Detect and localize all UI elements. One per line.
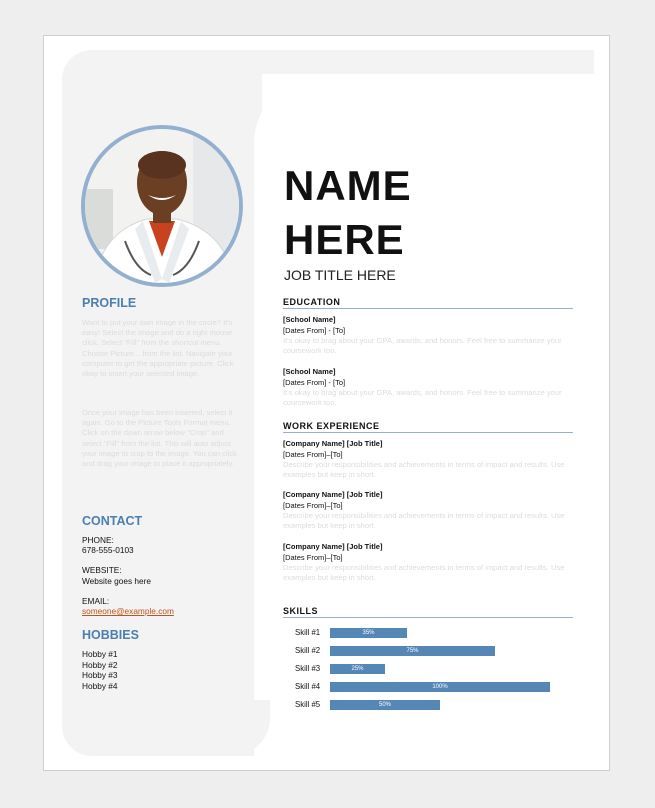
school-name xyxy=(283,367,336,377)
hobby-item: Hobby #1 xyxy=(82,649,118,659)
job-entry-dates: [Dates From]–[To] xyxy=(283,552,343,562)
job-entry-title xyxy=(283,439,382,449)
profile-text: Want to put your own image in the circle? It's easy! Select the image and do a right mouse click. Select "Fill" from the shortcut menu. Choose Picture... from the list. Navigate your computer to get the appropriate picture. Click okay to insert your selected image. xyxy=(82,318,234,379)
job-entry-description: Describe your responsibilities and achievements in terms of impact and results. Use examples but keep in short. xyxy=(283,460,565,480)
job-entry-title xyxy=(283,490,382,500)
profile-heading: PROFILE xyxy=(82,296,137,310)
school-dates: [Dates From] - [To] xyxy=(283,325,346,335)
school-name xyxy=(283,315,336,325)
skill-bar: 50% xyxy=(330,700,440,710)
contact-heading: CONTACT xyxy=(82,514,143,528)
skill-label: Skill #1 xyxy=(295,628,321,637)
hobby-item: Hobby #3 xyxy=(82,670,118,680)
hobby-item: Hobby #4 xyxy=(82,680,118,691)
skills-heading: SKILLS xyxy=(283,606,573,618)
header-band xyxy=(110,50,594,74)
school-name-text: [School Name] xyxy=(283,367,336,376)
hobby-item: Hobby #2 xyxy=(82,659,118,670)
email-label: EMAIL: xyxy=(82,596,110,606)
job-entry-title-text: [Company Name] [Job Title] xyxy=(283,542,383,551)
school-description: It's okay to brag about your GPA, awards, and honors. Feel free to summarize your coursework too. xyxy=(283,388,562,408)
skill-label: Skill #2 xyxy=(295,646,321,655)
skill-bar: 75% xyxy=(330,646,495,656)
profile-text: Once your image has been inserted, select it again. Go to the Picture Tools Format menu. Click on the down arrow below "Crop" and select "Fill" from the list. This will auto adjust your image to crop to the image. You can click and drag your image to place it appropriately. xyxy=(82,408,237,469)
job-entry-description: Describe your responsibilities and achievements in terms of impact and results. Use examples but keep in short. xyxy=(283,563,565,583)
skill-label: Skill #5 xyxy=(295,700,321,709)
job-entry-title xyxy=(283,542,382,552)
work-heading: WORK EXPERIENCE xyxy=(283,421,573,433)
phone-label: PHONE: xyxy=(82,535,114,545)
education-heading: EDUCATION xyxy=(283,297,573,309)
skill-bar: 25% xyxy=(330,664,385,674)
skill-label: Skill #4 xyxy=(295,682,321,691)
job-entry-description: Describe your responsibilities and achievements in terms of impact and results. Use examples but keep in short. xyxy=(283,511,565,531)
job-entry-dates: [Dates From]–[To] xyxy=(283,500,343,510)
job-entry-dates: [Dates From]–[To] xyxy=(283,449,343,459)
name-line-1: NAME xyxy=(284,162,412,209)
website-label: WEBSITE: xyxy=(82,565,122,575)
website-value: Website goes here xyxy=(82,576,152,586)
school-description: It's okay to brag about your GPA, awards, and honors. Feel free to summarize your coursework too. xyxy=(283,336,562,356)
school-name-text: [School Name] xyxy=(283,315,336,324)
phone-value: 678-555-0103 xyxy=(82,545,134,555)
job-title: JOB TITLE HERE xyxy=(284,267,396,283)
hobbies-heading: HOBBIES xyxy=(82,628,139,642)
profile-photo[interactable] xyxy=(81,125,243,287)
skill-bar: 100% xyxy=(330,682,550,692)
person-photo-icon xyxy=(85,129,239,283)
school-dates: [Dates From] - [To] xyxy=(283,377,346,387)
email-link[interactable]: someone@example.com xyxy=(82,606,174,616)
job-entry-title-text: [Company Name] [Job Title] xyxy=(283,490,383,499)
skill-label: Skill #3 xyxy=(295,664,321,673)
skill-bar: 35% xyxy=(330,628,407,638)
job-entry-title-text: [Company Name] [Job Title] xyxy=(283,439,383,448)
name-line-2: HERE xyxy=(284,216,405,263)
